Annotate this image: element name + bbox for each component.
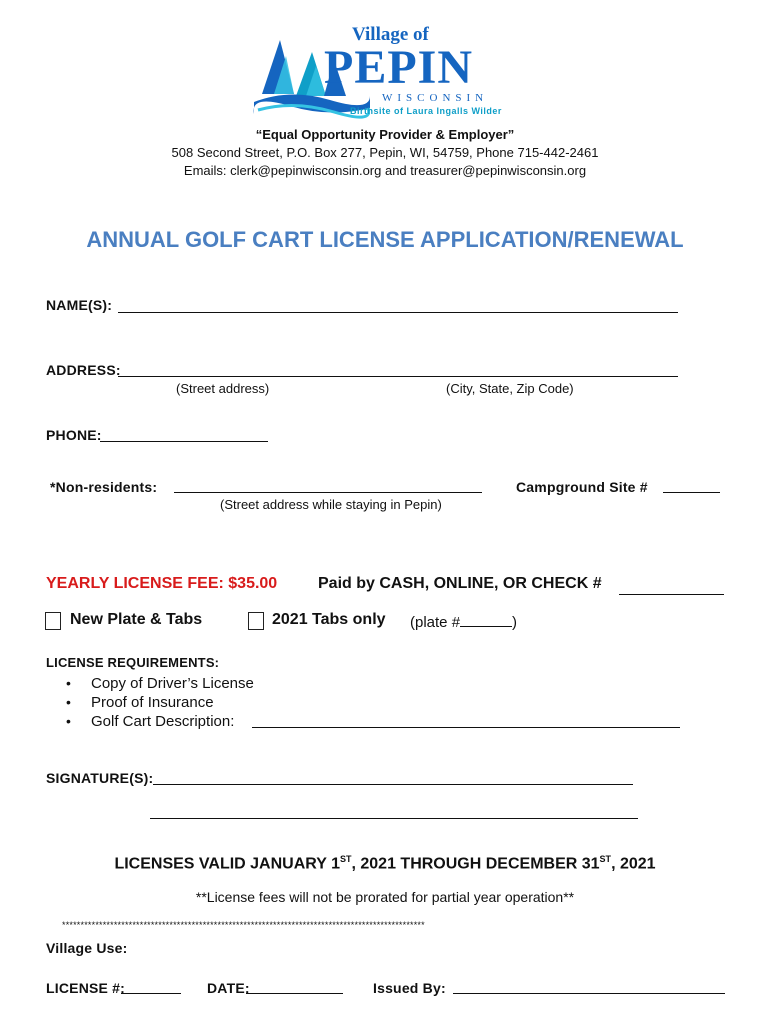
- contact-address: 508 Second Street, P.O. Box 277, Pepin, WI, 54759, Phone 715-442-2461: [171, 145, 599, 160]
- requirement-item: • Golf Cart Description:: [45, 712, 695, 731]
- license-number-label: LICENSE #:: [46, 980, 126, 996]
- new-plate-label: New Plate & Tabs: [70, 611, 203, 628]
- validity-statement: LICENSES VALID JANUARY 1ST, 2021 THROUGH DECEMBER 31ST, 2021: [114, 854, 656, 873]
- names-line[interactable]: [118, 312, 678, 313]
- nonres-line[interactable]: [174, 492, 482, 493]
- license-number-line[interactable]: [121, 993, 181, 994]
- plate-number-line[interactable]: [460, 612, 512, 627]
- tabs-only-checkbox[interactable]: [248, 612, 264, 630]
- requirements-list: [45, 674, 695, 731]
- requirement-item: • Copy of Driver’s License: [45, 674, 695, 693]
- tabs-only-label: 2021 Tabs only: [272, 611, 386, 628]
- signature-line-1[interactable]: [153, 784, 633, 785]
- campground-line[interactable]: [663, 492, 720, 493]
- plate-hint: [410, 612, 517, 631]
- logo-wisconsin: WISCONSIN: [382, 92, 489, 104]
- requirements-heading: LICENSE REQUIREMENTS:: [46, 655, 220, 670]
- check-number-line[interactable]: [619, 594, 724, 595]
- city-hint: (City, State, Zip Code): [446, 381, 574, 396]
- phone-label: PHONE:: [46, 427, 102, 443]
- logo-village-of: Village of: [352, 24, 429, 45]
- signature-label: SIGNATURE(S):: [46, 770, 154, 786]
- names-label: NAME(S):: [46, 297, 113, 313]
- license-fee: YEARLY LICENSE FEE: $35.00: [46, 575, 278, 592]
- signature-line-2[interactable]: [150, 818, 638, 819]
- motto: “Equal Opportunity Provider & Employer”: [255, 127, 515, 142]
- plate-hint-open: (plate #: [410, 614, 461, 631]
- date-line[interactable]: [246, 993, 343, 994]
- nonres-hint: (Street address while staying in Pepin): [220, 497, 442, 512]
- logo-tagline: Birthsite of Laura Ingalls Wilder: [350, 106, 502, 116]
- paid-by-label: Paid by CASH, ONLINE, OR CHECK #: [318, 575, 602, 592]
- contact-emails: Emails: clerk@pepinwisconsin.org and treasurer@pepinwisconsin.org: [183, 163, 587, 178]
- cart-description-line[interactable]: [252, 727, 680, 728]
- plate-hint-close: ): [512, 614, 518, 631]
- new-plate-checkbox[interactable]: [45, 612, 61, 630]
- campground-label: Campground Site #: [516, 479, 648, 495]
- village-use-heading: Village Use:: [46, 940, 128, 956]
- separator: **************************************************************************************************: [62, 920, 425, 930]
- page-title: ANNUAL GOLF CART LICENSE APPLICATION/RENEWAL: [86, 227, 684, 252]
- issued-by-label: Issued By:: [373, 980, 446, 996]
- street-hint: (Street address): [176, 381, 270, 396]
- logo-pepin: PEPIN: [324, 41, 473, 94]
- nonres-label: *Non-residents:: [50, 479, 158, 495]
- issued-by-line[interactable]: [453, 993, 725, 994]
- village-logo: [250, 22, 530, 122]
- requirement-item: • Proof of Insurance: [45, 693, 695, 712]
- proration-note: **License fees will not be prorated for partial year operation**: [195, 889, 575, 905]
- address-label: ADDRESS:: [46, 362, 121, 378]
- address-line[interactable]: [118, 376, 678, 377]
- phone-line[interactable]: [100, 441, 268, 442]
- date-label: DATE:: [207, 980, 250, 996]
